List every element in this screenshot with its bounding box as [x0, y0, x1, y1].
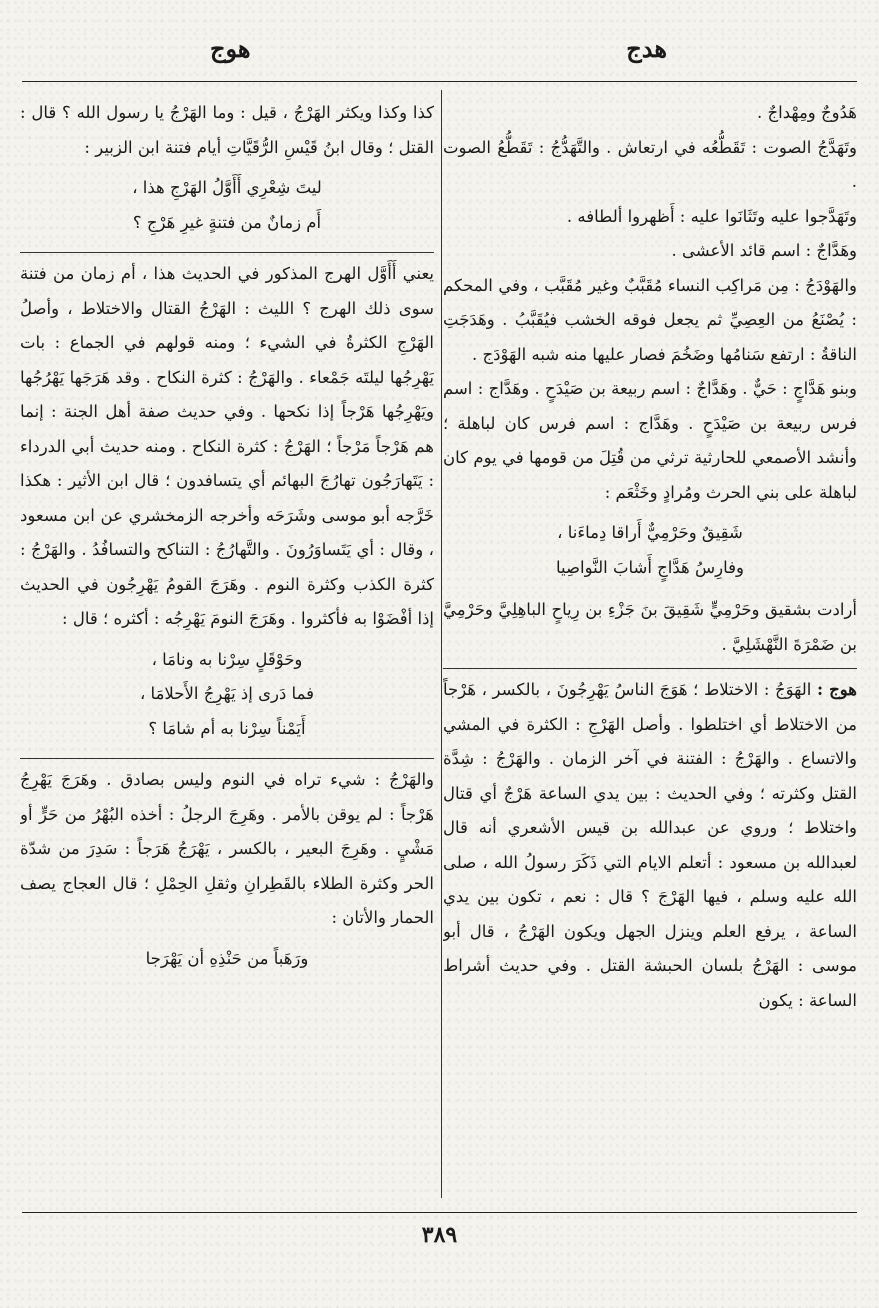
paragraph: وتَهَدَّجوا عليه وتَثَانَوا عليه : أَظهروا ألطافه . — [566, 206, 857, 226]
verse-line: ورَهَباً من حَنْذِهِ أن يَهْرَجا — [145, 948, 309, 968]
verse-line: ليتَ شِعْرِي أَأَوَّلُ الهَرْجِ هذا ، — [132, 178, 322, 197]
right-column — [443, 96, 857, 1204]
paragraph: هَدُوجٌ ومِهْداجٌ . — [756, 103, 857, 122]
entry-paragraph — [443, 673, 857, 1018]
running-head-left: هوج — [210, 34, 251, 63]
page-number: ٣٨٩ — [421, 1222, 458, 1248]
verse-block — [20, 936, 434, 985]
paragraph: والهَرْجُ : شيء تراه في النوم وليس بصادق . وهَرَجَ يَهْرِجُ هَرْجاً : لم يوقن بالأمر . وهَرِجَ الرجلُ : أخذه البُهْرُ من حَرٍّ أو مَشْيٍ . وهَرِجَ البعير ، بالكسر ، يَهْرَجُ هَرَجاً : سَدِرَ من شدّة الحر وكثرة الطلاء بالقَطِرانِ وثقلِ الحِمْلِ ؛ قال العجاج يصف الحمار والأتان : — [20, 770, 434, 927]
entry-headword: هوج : — [816, 680, 857, 699]
left-column — [20, 96, 434, 1204]
verse-line: أَيَمْناً سِرْنا به أم شامَا ؟ — [148, 718, 306, 738]
verse-line: فما دَرى إذ يَهْرِجُ الأَحلامَا ، — [139, 684, 315, 703]
paragraph: أرادت بشقيق وحَرْمِيٍّ شَقِيقَ بنَ جَزْءِ بن رِياحٍ الباهِلِيَّ وحَرْمِيَّ بن ضَمْرَةَ النَّهْشَلِيَّ . — [443, 600, 857, 654]
verse-line: وحَوْقَلٍ سِرْنا به ونامَا ، — [151, 649, 303, 669]
verse-line: وفارِسُ هَدَّاجٍ أَشابَ النَّواصِيا — [555, 557, 744, 577]
verse-separator — [20, 252, 434, 253]
verse-line: شَقِيقٌ وحَرْمِيٌّ أَراقا دِماءَنا ، — [557, 523, 743, 542]
entry-text: الهَوَجُ : الاختلاط ؛ هَوَجَ الناسُ يَهْرِجُونَ ، بالكسر ، هَرْجاً من الاختلاط أي اختلطوا . وأصل الهَرْجِ : الكثرة في المشي والاتساع . والهَرْجُ : الفتنة في آخر الزمان . والهَرْجُ : شِدَّة القتل وكثرته ؛ وفي الحديث : بين يدي الساعة هَرْجٌ أي قتال واختلاط ؛ وروي عن عبدالله بن قيس الأشعري أنه قال لعبدالله بن مسعود : أتعلم الايام التي ذَكَرَ رسولُ الله ، صلى الله عليه وسلم ، فيها الهَرْجَ ؟ قال : نعم ، تكون بين يدي الساعة ، يرفع العلم وينزل الجهل ويكون الهَرْجُ ، قال أبو موسى : الهَرْجُ بلسان الحبشة القتل . وفي حديث أشراط الساعة : يكون — [443, 680, 857, 1010]
paragraph: وبنو هَدَّاجٍ : حَيٌّ . وهَدَّاجٌ : اسم ربيعة بن صَيْدَحٍ . وهَدَّاج : اسم فرس ربيعة بن صَيْدَحٍ . وهَدَّاج : اسم فرس كان لباهلة ؛ وأنشد الأصمعي للحارثية ترثي من قُتِلَ من قومها في يوم كان لباهلة على بني الحرث ومُرادٍ وخَثْعَم : — [443, 379, 857, 502]
paragraph: والهَوْدَجُ : مِن مَراكِب النساء مُقَبَّبٌ وغير مُقَبَّب ، وفي المحكم : يُصْنَعُ من العِصِيِّ ثم يجعل فوقه الخشب فيُقَبَّبُ . وهَدَجَتِ الناقةُ : ارتفع سَنامُها وضَخُمَ فصار عليها منه شبه الهَوْدَج . — [443, 275, 857, 364]
verse-block — [20, 637, 434, 755]
verse-block — [20, 165, 434, 248]
footer-rule — [22, 1212, 857, 1213]
paragraph: يعني أَأَوَّل الهرج المذكور في الحديث هذا ، أم زمان من فتنة سوى ذلك الهرج ؟ الليث : الهَرْجُ القتال والاختلاط ، وأصلُ الهَرْجِ الكثرةُ في الشيء ؛ ومنه قولهم في الجماع : بات يَهْرِجُها ليلتَه جَمْعاء . والهَرْجُ : كثرة النكاح . وقد هَرَجَها يَهْرُجُها ويَهْرِجُها هَرْجاً إذا نكحها . وفي حديث صفة أهل الجنة : إنما هم هَرْجاً مَرْجاً ؛ الهَرْجُ : كثرة النكاح . ومنه حديث أبي الدرداء : يَتَهارَجُون تهارُجَ البهائم أي يتسافدون ؛ قال ابن الأثير : هكذا خَرَّجه أبو موسى وشَرَحَه وأخرجه الزمخشري عن ابن مسعود ، وقال : أي يَتَساوَرُونَ . والتَّهارُجُ : التناكح والتسافُدُ . والهَرْجُ : كثرة الكذب وكثرة النوم . وهَرَجَ القومُ يَهْرِجُون في الحديث إذا أفْضَوْا به فأكثروا . وهَرَجَ النومَ يَهْرِجُه : أكثره ؛ قال : — [20, 264, 434, 628]
column-divider — [441, 90, 442, 1198]
running-head-right: هدج — [626, 34, 667, 63]
verse-line: أَم زمانٌ من فتنةٍ غيرِ هَرْجِ ؟ — [132, 212, 322, 232]
verse-separator — [20, 758, 434, 759]
header-rule — [22, 81, 857, 82]
paragraph: وتَهَدَّجُ الصوت : تَقَطُّعُه في ارتعاش . والتَّهَدُّجُ : تَقَطُّعُ الصوت . — [443, 137, 857, 191]
paragraph: كذا وكذا ويكثر الهَرْجُ ، قيل : وما الهَرْجُ يا رسول الله ؟ قال : القتل ؛ وقال ابنُ قَيْسِ الرُّقَيَّاتِ أيام فتنة ابن الزبير : — [20, 103, 434, 157]
entry-separator — [443, 668, 857, 669]
paragraph: وهَدَّاجٌ : اسم قائد الأعشى . — [671, 241, 857, 260]
verse-block — [443, 510, 857, 593]
